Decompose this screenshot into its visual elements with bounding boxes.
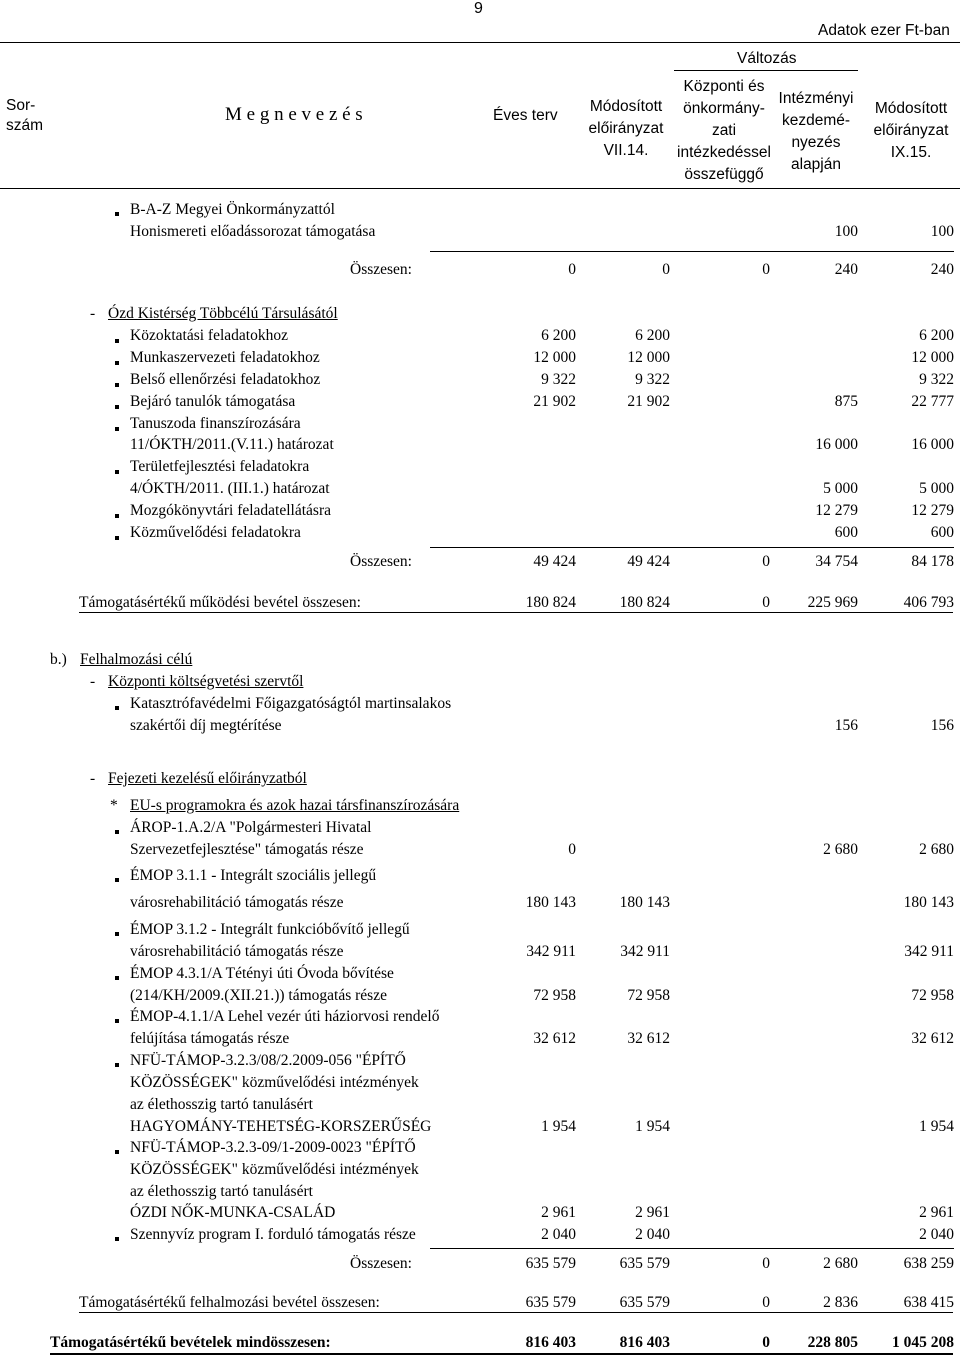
sum1-eves: 0 bbox=[568, 261, 576, 278]
ozd-item-mod9: 9 322 bbox=[919, 371, 954, 388]
baz-title: B-A-Z Megyei Önkormányzattól bbox=[130, 201, 335, 218]
mind-kozponti: 0 bbox=[762, 1334, 770, 1351]
bullet-marker bbox=[115, 706, 119, 710]
emop2-mod7: 342 911 bbox=[620, 943, 670, 960]
mozgo-label: Mozgókönyvtári feladatellátásra bbox=[130, 502, 331, 519]
tam-mukodesi-mod7: 180 824 bbox=[619, 594, 670, 611]
nfu1-mod7: 1 954 bbox=[635, 1118, 670, 1135]
nfu2-label: NFÜ-TÁMOP-3.2.3-09/1-2009-0023 "ÉPÍTŐ bbox=[130, 1139, 416, 1156]
ozd-item-eves: 12 000 bbox=[533, 349, 576, 366]
mind-mod9: 1 045 208 bbox=[892, 1334, 954, 1351]
ozd-item-mod7: 6 200 bbox=[635, 327, 670, 344]
emop4-eves: 32 612 bbox=[533, 1030, 576, 1047]
emop4-label: ÉMOP-4.1.1/A Lehel vezér úti háziorvosi rendelő bbox=[130, 1008, 440, 1025]
emop2-label: ÉMOP 3.1.2 - Integrált funkcióbővítő jellegű bbox=[130, 921, 410, 938]
ozd-item-label: Belső ellenőrzési feladatokhoz bbox=[130, 371, 321, 388]
nfu2-eves: 2 961 bbox=[541, 1204, 576, 1221]
ozd-item-eves: 6 200 bbox=[541, 327, 576, 344]
tanuszoda-label: Tanuszoda finanszírozására bbox=[130, 415, 301, 432]
col-kozponti: Központi és önkormány- zati intézkedéssel összefüggő bbox=[677, 78, 771, 183]
col-sorszam: Sor- szám bbox=[6, 97, 44, 134]
col-modositott-ix: Módosított előirányzat IX.15. bbox=[873, 100, 949, 161]
sum2-label: Összesen: bbox=[350, 553, 412, 570]
dash-marker: - bbox=[90, 770, 96, 787]
bullet-marker bbox=[115, 339, 119, 343]
arop-label: ÁROP-1.A.2/A "Polgármesteri Hivatal bbox=[130, 819, 372, 836]
emop4-label-2: felújítása támogatás része bbox=[130, 1030, 290, 1047]
emop3-label-2: (214/KH/2009.(XII.21.)) támogatás része bbox=[130, 987, 387, 1004]
section-b-label: b.) bbox=[50, 651, 67, 668]
emop4-mod7: 32 612 bbox=[627, 1030, 670, 1047]
kozmuv-intezmenyi: 600 bbox=[834, 524, 858, 541]
ozd-item-mod7: 21 902 bbox=[627, 393, 670, 410]
sum3-label: Összesen: bbox=[350, 1255, 412, 1272]
asterisk-marker: * bbox=[110, 797, 118, 814]
bullet-marker bbox=[115, 427, 119, 431]
tam-mukodesi-eves: 180 824 bbox=[525, 594, 576, 611]
emop3-mod7: 72 958 bbox=[627, 987, 670, 1004]
nfu1-label-4: HAGYOMÁNY-TEHETSÉG-KORSZERŰSÉG bbox=[130, 1118, 432, 1135]
tam-felhalm-mod7: 635 579 bbox=[619, 1294, 670, 1311]
szenny-label: Szennyvíz program I. forduló támogatás része bbox=[130, 1226, 416, 1243]
szenny-eves: 2 040 bbox=[541, 1226, 576, 1243]
emop3-mod9: 72 958 bbox=[911, 987, 954, 1004]
col-eves-terv: Éves terv bbox=[493, 107, 558, 124]
sum2-mod7: 49 424 bbox=[627, 553, 670, 570]
header-bottom-line bbox=[0, 188, 960, 189]
sum3-line bbox=[430, 1248, 954, 1249]
nfu2-label-4: ÓZDI NŐK-MUNKA-CSALÁD bbox=[130, 1204, 336, 1221]
sum1-line bbox=[430, 251, 954, 252]
nfu2-label-2: KÖZÖSSÉGEK" közművelődési intézmények bbox=[130, 1161, 419, 1178]
sum3-intezmenyi: 2 680 bbox=[823, 1255, 858, 1272]
nfu2-label-3: az élethosszig tartó tanulásért bbox=[130, 1183, 313, 1200]
katasztrofa-label: Katasztrófavédelmi Főigazgatóságtól martinsalakos bbox=[130, 695, 452, 712]
ozd-item-eves: 21 902 bbox=[533, 393, 576, 410]
arop-eves: 0 bbox=[568, 841, 576, 858]
nfu1-eves: 1 954 bbox=[541, 1118, 576, 1135]
bullet-marker bbox=[115, 1237, 119, 1241]
tam-mukodesi-intezmenyi: 225 969 bbox=[807, 594, 858, 611]
tam-mukodesi-mod9: 406 793 bbox=[903, 594, 954, 611]
ozd-item-label: Bejáró tanulók támogatása bbox=[130, 393, 296, 410]
sum1-kozponti: 0 bbox=[762, 261, 770, 278]
mindosszesen-label: Támogatásértékű bevételek mindösszesen: bbox=[50, 1334, 331, 1351]
nfu1-label-2: KÖZÖSSÉGEK" közművelődési intézmények bbox=[130, 1074, 419, 1091]
emop1-eves: 180 143 bbox=[525, 894, 576, 911]
bullet-marker bbox=[115, 932, 119, 936]
emop4-mod9: 32 612 bbox=[911, 1030, 954, 1047]
sum1-mod7: 0 bbox=[662, 261, 670, 278]
ozd-item-label: Közoktatási feladatokhoz bbox=[130, 327, 288, 344]
tam-felhalm-mod9: 638 415 bbox=[903, 1294, 954, 1311]
mozgo-intezmenyi: 12 279 bbox=[815, 502, 858, 519]
section-b-title: Felhalmozási célú bbox=[80, 651, 193, 668]
tanuszoda-mod9: 16 000 bbox=[911, 436, 954, 453]
bullet-marker bbox=[115, 976, 119, 980]
katasztrofa-mod9: 156 bbox=[930, 717, 954, 734]
kozmuv-mod9: 600 bbox=[930, 524, 954, 541]
terulet-mod9: 5 000 bbox=[919, 480, 954, 497]
tam-mukodesi-line bbox=[79, 612, 953, 613]
nfu1-label-3: az élethosszig tartó tanulásért bbox=[130, 1096, 313, 1113]
col-megnevezes: M e g n e v e z é s bbox=[225, 104, 363, 125]
sum2-intezmenyi: 34 754 bbox=[815, 553, 858, 570]
kozponti-title: Központi költségvetési szervtől bbox=[108, 673, 304, 690]
emop1-mod9: 180 143 bbox=[903, 894, 954, 911]
col-valtozas: Változás bbox=[737, 50, 797, 67]
arop-intezmenyi: 2 680 bbox=[823, 841, 858, 858]
valtozas-underline bbox=[674, 70, 858, 71]
ozd-item-mod7: 9 322 bbox=[635, 371, 670, 388]
ozd-item-intezmenyi: 875 bbox=[834, 393, 858, 410]
tam-felhalm-kozponti: 0 bbox=[762, 1294, 770, 1311]
col-intezmenyi: Intézményi kezdemé- nyezés alapján bbox=[778, 90, 854, 173]
baz-intezmenyi: 100 bbox=[834, 223, 858, 240]
tam-mukodesi-label: Támogatásértékű működési bevétel összesen: bbox=[79, 594, 361, 611]
terulet-intezmenyi: 5 000 bbox=[823, 480, 858, 497]
bullet-marker bbox=[115, 470, 119, 474]
baz-modositott: 100 bbox=[930, 223, 954, 240]
terulet-label-2: 4/ÓKTH/2011. (III.1.) határozat bbox=[130, 480, 330, 497]
bullet-marker bbox=[115, 878, 119, 882]
katasztrofa-label-2: szakértői díj megtérítése bbox=[130, 717, 282, 734]
szenny-mod7: 2 040 bbox=[635, 1226, 670, 1243]
ozd-item-eves: 9 322 bbox=[541, 371, 576, 388]
eu-title: EU-s programokra és azok hazai társfinanszírozására bbox=[130, 797, 460, 814]
tam-mukodesi-kozponti: 0 bbox=[762, 594, 770, 611]
sum3-kozponti: 0 bbox=[762, 1255, 770, 1272]
sum3-mod7: 635 579 bbox=[619, 1255, 670, 1272]
ozd-item-mod9: 22 777 bbox=[911, 393, 954, 410]
unit-note: Adatok ezer Ft-ban bbox=[818, 22, 950, 39]
tanuszoda-label-2: 11/ÓKTH/2011.(V.11.) határozat bbox=[130, 436, 334, 453]
ozd-item-mod7: 12 000 bbox=[627, 349, 670, 366]
ozd-item-mod9: 6 200 bbox=[919, 327, 954, 344]
dash-marker: - bbox=[90, 305, 96, 322]
arop-label-2: Szervezetfejlesztése" támogatás része bbox=[130, 841, 364, 858]
kozmuv-label: Közművelődési feladatokra bbox=[130, 524, 301, 541]
mind-mod7: 816 403 bbox=[619, 1334, 670, 1351]
tam-felhalm-eves: 635 579 bbox=[525, 1294, 576, 1311]
mozgo-mod9: 12 279 bbox=[911, 502, 954, 519]
emop3-eves: 72 958 bbox=[533, 987, 576, 1004]
sum1-label: Összesen: bbox=[350, 261, 412, 278]
sum2-mod9: 84 178 bbox=[911, 553, 954, 570]
nfu2-mod9: 2 961 bbox=[919, 1204, 954, 1221]
tam-felhalm-label: Támogatásértékű felhalmozási bevétel összesen: bbox=[79, 1294, 380, 1311]
sum2-kozponti: 0 bbox=[762, 553, 770, 570]
dash-marker: - bbox=[90, 673, 96, 690]
ozd-item-label: Munkaszervezeti feladatokhoz bbox=[130, 349, 320, 366]
bullet-marker bbox=[115, 1019, 119, 1023]
page-number: 9 bbox=[474, 0, 483, 17]
tam-felhalm-intezmenyi: 2 836 bbox=[823, 1294, 858, 1311]
sum3-eves: 635 579 bbox=[525, 1255, 576, 1272]
emop3-label: ÉMOP 4.3.1/A Tétényi úti Óvoda bővítése bbox=[130, 965, 394, 982]
col-modositott-vii: Módosított előirányzat VII.14. bbox=[588, 98, 664, 159]
mind-eves: 816 403 bbox=[525, 1334, 576, 1351]
emop2-mod9: 342 911 bbox=[904, 943, 954, 960]
emop1-label-2: városrehabilitáció támogatás része bbox=[130, 894, 344, 911]
emop1-label: ÉMOP 3.1.1 - Integrált szociális jellegű bbox=[130, 867, 377, 884]
emop2-label-2: városrehabilitáció támogatás része bbox=[130, 943, 344, 960]
emop2-eves: 342 911 bbox=[526, 943, 576, 960]
nfu1-label: NFÜ-TÁMOP-3.2.3/08/2.2009-056 "ÉPÍTŐ bbox=[130, 1052, 406, 1069]
emop1-mod7: 180 143 bbox=[619, 894, 670, 911]
bullet-marker bbox=[115, 514, 119, 518]
bullet-marker bbox=[115, 1063, 119, 1067]
katasztrofa-intezmenyi: 156 bbox=[834, 717, 858, 734]
ozd-title: Ózd Kistérség Többcélú Társulásától bbox=[108, 305, 338, 322]
nfu1-mod9: 1 954 bbox=[919, 1118, 954, 1135]
terulet-label: Területfejlesztési feladatokra bbox=[130, 458, 310, 475]
szenny-mod9: 2 040 bbox=[919, 1226, 954, 1243]
bullet-marker bbox=[115, 536, 119, 540]
bullet-marker bbox=[115, 383, 119, 387]
bullet-marker bbox=[115, 830, 119, 834]
sum1-intezmenyi: 240 bbox=[834, 261, 858, 278]
bullet-marker bbox=[115, 405, 119, 409]
header-top-line bbox=[0, 42, 960, 43]
ozd-item-mod9: 12 000 bbox=[911, 349, 954, 366]
fejezeti-title: Fejezeti kezelésű előirányzatból bbox=[108, 770, 307, 787]
mindosszesen-line bbox=[50, 1353, 953, 1355]
tam-felhalm-line bbox=[79, 1312, 953, 1313]
bullet-marker bbox=[115, 1150, 119, 1154]
sum2-line bbox=[430, 547, 954, 548]
baz-item: Honismereti előadássorozat támogatása bbox=[130, 223, 376, 240]
bullet-marker bbox=[115, 212, 119, 216]
arop-mod9: 2 680 bbox=[919, 841, 954, 858]
sum3-mod9: 638 259 bbox=[903, 1255, 954, 1272]
sum1-mod9: 240 bbox=[930, 261, 954, 278]
nfu2-mod7: 2 961 bbox=[635, 1204, 670, 1221]
bullet-marker bbox=[115, 361, 119, 365]
tanuszoda-intezmenyi: 16 000 bbox=[815, 436, 858, 453]
sum2-eves: 49 424 bbox=[533, 553, 576, 570]
mind-intezmenyi: 228 805 bbox=[807, 1334, 858, 1351]
